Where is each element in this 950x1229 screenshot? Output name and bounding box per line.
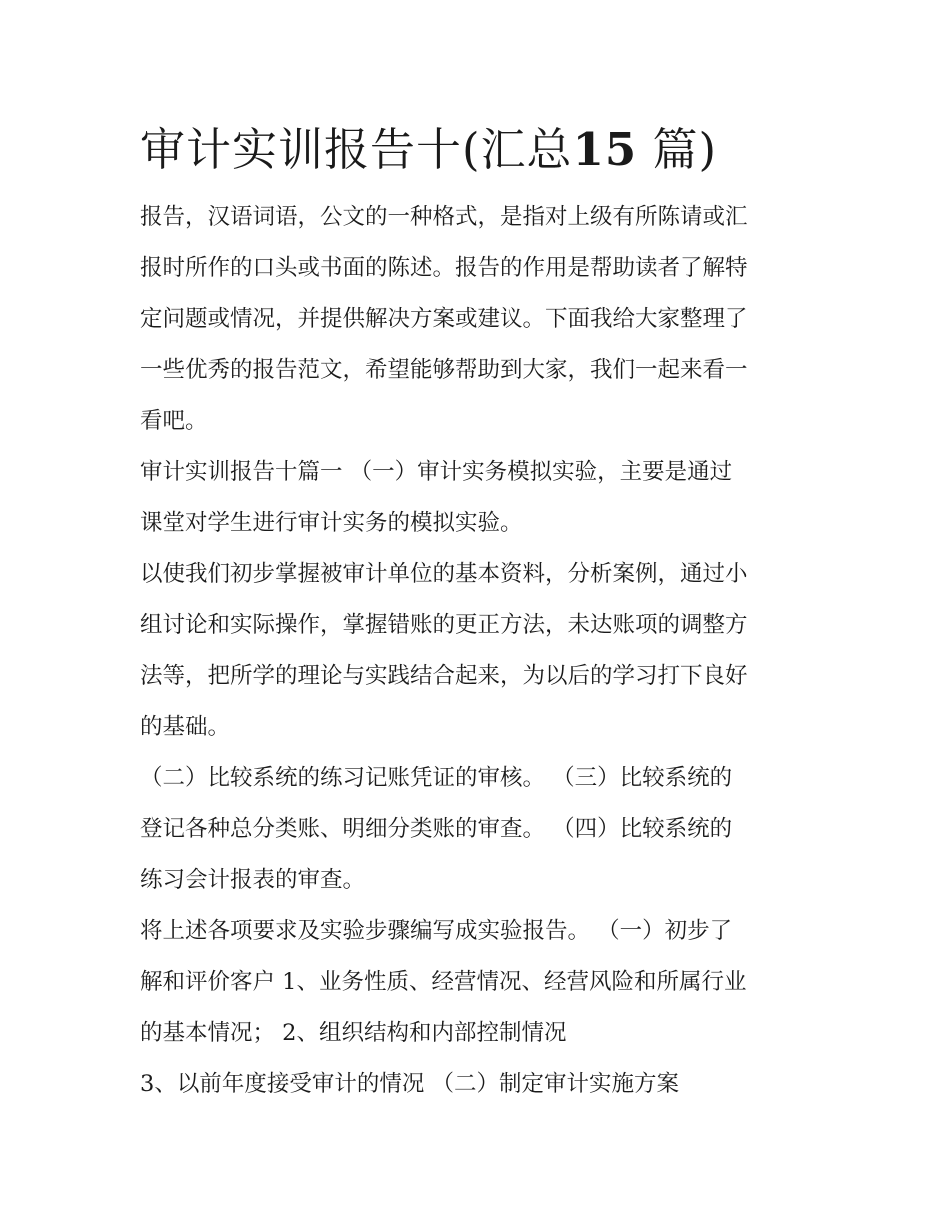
- body-line: 3、以前年度接受审计的情况 （二）制定审计实施方案: [140, 1071, 679, 1097]
- body-line: 法等，把所学的理论与实践结合起来，为以后的学习打下良好: [140, 663, 748, 689]
- body-line: 报时所作的口头或书面的陈述。报告的作用是帮助读者了解特: [140, 255, 748, 281]
- body-line: 审计实训报告十篇一 （一）审计实务模拟实验，主要是通过: [140, 459, 733, 485]
- body-line: 看吧。: [140, 408, 208, 434]
- body-line: 报告，汉语词语，公文的一种格式，是指对上级有所陈请或汇: [140, 204, 748, 230]
- title-suffix: 篇): [652, 123, 718, 176]
- document-page: [140, 118, 815, 1110]
- document-title: [140, 118, 815, 182]
- title-prefix: 审计实训报告十(汇总: [140, 123, 573, 176]
- body-line: 组讨论和实际操作，掌握错账的更正方法，未达账项的调整方: [140, 612, 748, 638]
- body-line: 一些优秀的报告范文，希望能够帮助到大家，我们一起来看一: [140, 357, 748, 383]
- body-line: 解和评价客户 1、业务性质、经营情况、经营风险和所属行业: [140, 969, 747, 995]
- title-count: 15: [572, 123, 638, 176]
- body-line: 定问题或情况，并提供解决方案或建议。下面我给大家整理了: [140, 306, 748, 332]
- body-line: （二）比较系统的练习记账凭证的审核。 （三）比较系统的: [140, 765, 733, 791]
- body-line: 登记各种总分类账、明细分类账的审查。 （四）比较系统的: [140, 816, 733, 842]
- body-line: 以使我们初步掌握被审计单位的基本资料，分析案例，通过小: [140, 561, 748, 587]
- body-line: 的基础。: [140, 714, 231, 740]
- body-line: 将上述各项要求及实验步骤编写成实验报告。 （一）初步了: [140, 918, 733, 944]
- body-line: 练习会计报表的审查。: [140, 867, 366, 893]
- body-line: 课堂对学生进行审计实务的模拟实验。: [140, 510, 523, 536]
- body-line: 的基本情况； 2、组织结构和内部控制情况: [140, 1020, 567, 1046]
